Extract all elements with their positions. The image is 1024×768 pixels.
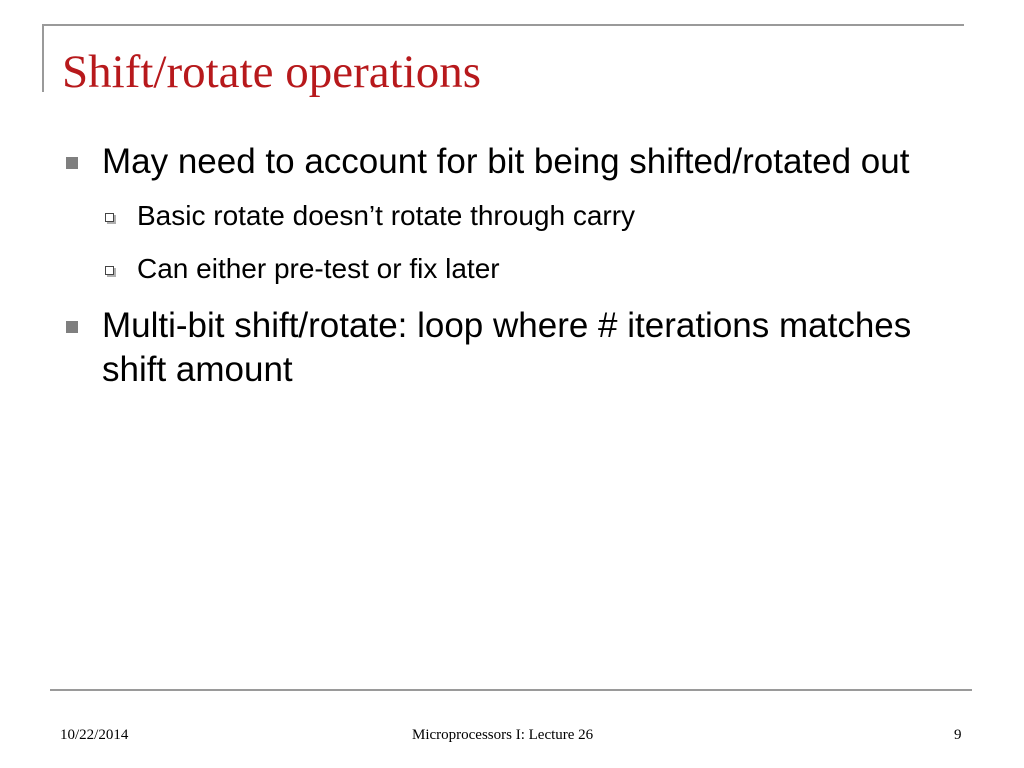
slide-content	[60, 140, 960, 398]
footer-page-number: 9	[954, 727, 962, 743]
footer-divider	[50, 689, 972, 691]
square-bullet-icon	[66, 321, 78, 333]
sub-bullet-text: Can either pre-test or fix later	[137, 253, 500, 284]
sub-bullet-item	[60, 198, 960, 234]
slide-title: Shift/rotate operations	[62, 46, 481, 98]
bullet-text: Multi-bit shift/rotate: loop where # iterations matches shift amount	[102, 306, 912, 389]
bullet-item	[60, 140, 960, 184]
hollow-square-bullet-icon	[105, 213, 114, 222]
title-frame-top-line	[42, 24, 964, 26]
sub-bullet-text: Basic rotate doesn’t rotate through carry	[137, 200, 636, 231]
bullet-item	[60, 304, 960, 392]
title-frame-left-line	[42, 24, 44, 92]
square-bullet-icon	[66, 157, 78, 169]
hollow-square-bullet-icon	[105, 266, 114, 275]
footer-lecture-title: Microprocessors I: Lecture 26	[412, 727, 594, 743]
footer-date: 10/22/2014	[60, 727, 129, 743]
sub-bullet-item	[60, 251, 960, 287]
sub-bullet-list	[60, 198, 960, 287]
bullet-text: May need to account for bit being shifted/rotated out	[102, 142, 910, 181]
